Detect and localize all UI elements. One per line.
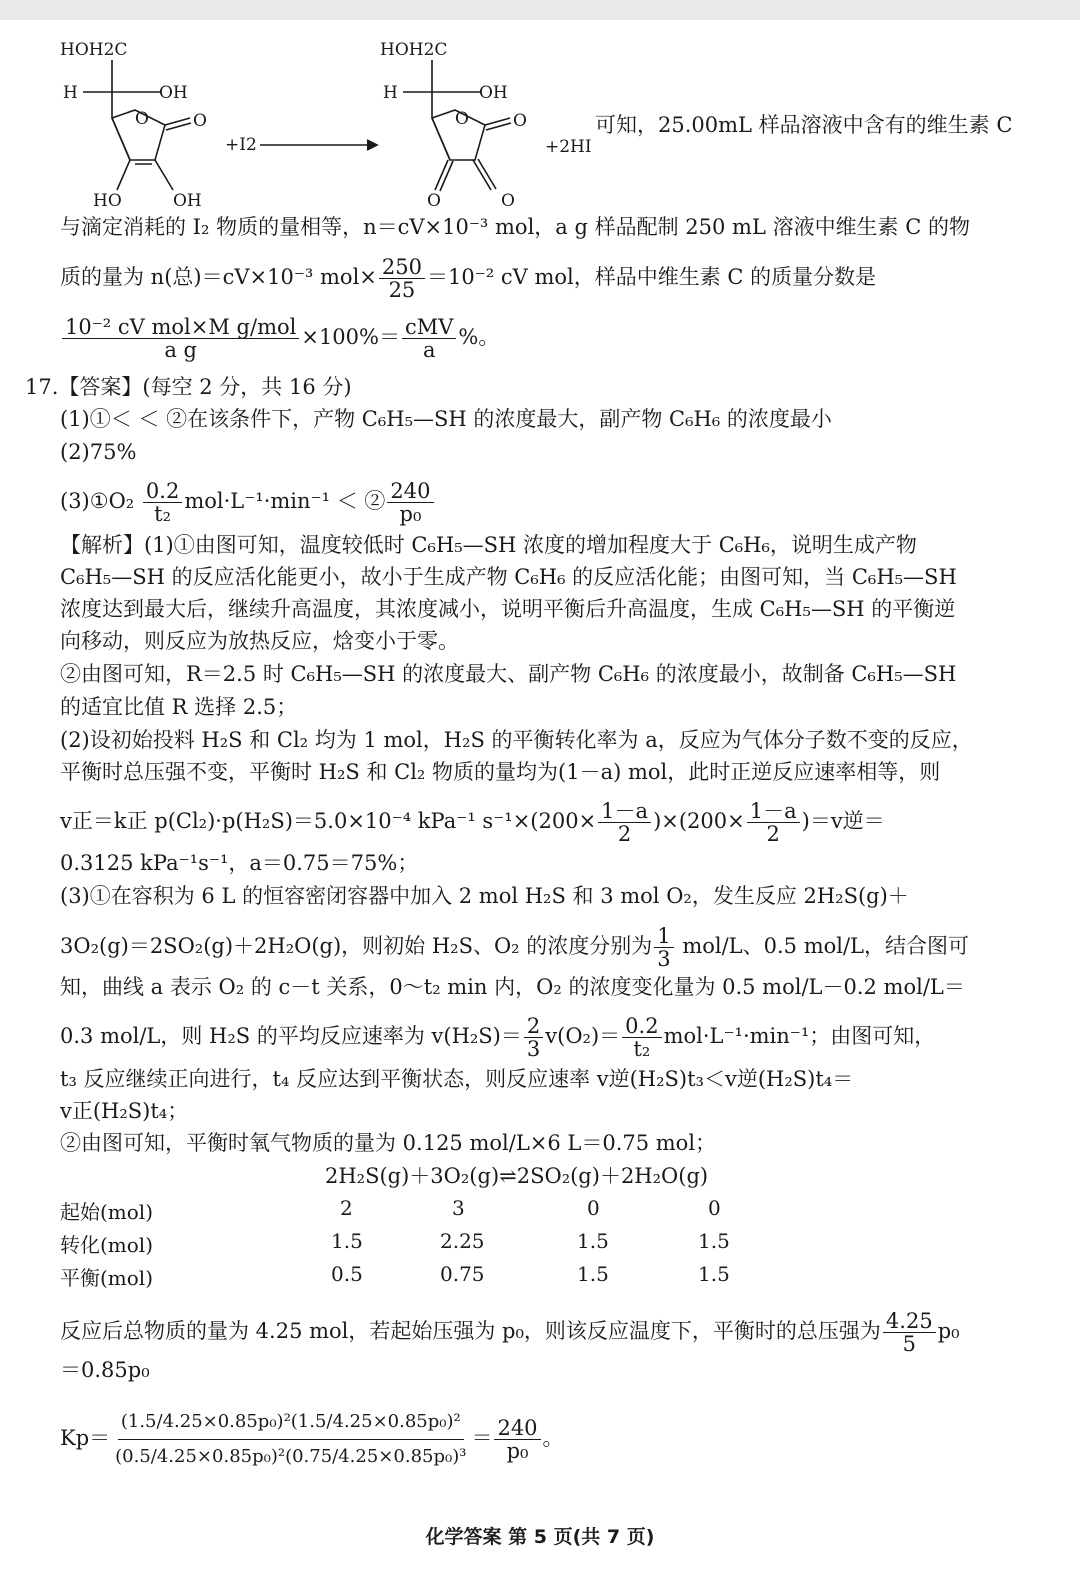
p16-line2: 与滴定消耗的 I₂ 物质的量相等，n＝cV×10⁻³ mol，a g 样品配制 250 mL 溶液中维生素 C 的物 xyxy=(60,215,970,239)
q17-answer-1: (1)①＜ ＜ ②在该条件下，产物 C₆H₅—SH 的浓度最大，副产物 C₆H₆ 的浓度最小 xyxy=(60,407,832,431)
p16-line4-b: %。 xyxy=(458,325,500,349)
reagent-label: +I2 xyxy=(225,135,257,155)
right-carbonyl-o: O xyxy=(513,111,527,131)
kp-label: Kp＝ xyxy=(60,1426,111,1450)
left-carbonyl-o: O xyxy=(193,111,207,131)
q17-head: 17.【答案】(每空 2 分，共 16 分) xyxy=(25,375,352,399)
explain-10: 0.3125 kPa⁻¹s⁻¹，a＝0.75＝75%； xyxy=(60,851,419,875)
explain-1: 【解析】(1)①由图可知，温度较低时 C₆H₅—SH 浓度的增加程度大于 C₆H₆，说明生成产物 xyxy=(60,533,917,557)
frac-num: 1－a xyxy=(747,800,800,823)
frac-den: t₂ xyxy=(154,502,172,526)
frac-num: 0.2 xyxy=(622,1015,661,1038)
explain-15: t₃ 反应继续正向进行，t₄ 反应达到平衡状态，则反应速率 v逆(H₂S)t₃＜v逆(H₂S)t₄＝ xyxy=(60,1067,854,1091)
a3-b: mol·L⁻¹·min⁻¹ ＜ ② xyxy=(184,489,386,513)
cell: 0 xyxy=(587,1196,600,1220)
explain-12 xyxy=(60,925,969,970)
frac-1-3 xyxy=(654,925,673,970)
e14-b: v(O₂)＝ xyxy=(545,1024,621,1048)
e14-a: 0.3 mol/L，则 H₂S 的平均反应速率为 v(H₂S)＝ xyxy=(60,1024,522,1048)
equilibrium-equation: 2H₂S(g)＋3O₂(g)⇌2SO₂(g)＋2H₂O(g) xyxy=(325,1164,709,1188)
explain-17: ②由图可知，平衡时氧气物质的量为 0.125 mol/L×6 L＝0.75 mol； xyxy=(60,1131,717,1155)
cell: 1.5 xyxy=(331,1229,363,1253)
e14-c: mol·L⁻¹·min⁻¹；由图可知， xyxy=(663,1024,936,1048)
p16-line1: 可知，25.00mL 样品溶液中含有的维生素 C xyxy=(595,113,1013,137)
frac-mass xyxy=(62,316,299,361)
e9-b: )×(200× xyxy=(653,809,745,833)
frac-den: 25 xyxy=(388,278,416,302)
frac-num: 10⁻² cV mol×M g/mol xyxy=(62,316,299,339)
right-ring-o: O xyxy=(455,109,469,129)
p16-line3-a: 质的量为 n(总)＝cV×10⁻³ mol× xyxy=(60,265,377,289)
left-ho-label: HO xyxy=(93,191,122,211)
page-footer: 化学答案 第 5 页(共 7 页) xyxy=(425,1526,655,1548)
explain-6: 的适宜比值 R 选择 2.5； xyxy=(60,695,298,719)
explain-13: 知，曲线 a 表示 O₂ 的 c－t 关系，0～t₂ min 内，O₂ 的浓度变化量为 0.5 mol/L－0.2 mol/L＝ xyxy=(60,975,965,999)
row-change-label: 转化(mol) xyxy=(60,1233,154,1257)
frac-num: 1－a xyxy=(598,800,651,823)
kp-end: 。 xyxy=(542,1426,564,1450)
e18-a: 反应后总物质的量为 4.25 mol，若起始压强为 p₀，则该反应温度下，平衡时的总压强为 xyxy=(60,1319,881,1343)
frac-2-3 xyxy=(524,1015,543,1060)
explain-19: ＝0.85p₀ xyxy=(60,1358,150,1382)
kp-fraction xyxy=(112,1405,469,1474)
cell: 0.75 xyxy=(440,1262,485,1286)
p16-line4-a: ×100%＝ xyxy=(301,325,400,349)
kp-numerator: (1.5/4.25×0.85p₀)²(1.5/4.25×0.85p₀)² xyxy=(118,1405,464,1440)
e18-b: p₀ xyxy=(937,1319,960,1343)
explain-16: v正(H₂S)t₄； xyxy=(60,1099,189,1123)
frac-250-25 xyxy=(379,256,425,301)
explain-11: (3)①在容积为 6 L 的恒容密闭容器中加入 2 mol H₂S 和 3 mol O₂，发生反应 2H₂S(g)＋ xyxy=(60,884,909,908)
frac-den: 3 xyxy=(526,1037,541,1061)
left-h-label: H xyxy=(63,83,78,103)
frac-den: a xyxy=(422,338,436,362)
top-band xyxy=(0,0,1080,20)
p16-line3-b: ＝10⁻² cV mol，样品中维生素 C 的质量分数是 xyxy=(426,265,877,289)
frac-num: 0.2 xyxy=(143,480,182,503)
frac-1-a xyxy=(598,800,651,845)
p16-line3 xyxy=(60,256,876,301)
e9-c: )＝v逆＝ xyxy=(801,809,885,833)
frac-02-t2 xyxy=(622,1015,661,1060)
cell: 1.5 xyxy=(577,1262,609,1286)
frac-den: 2 xyxy=(766,822,780,846)
frac-a3-2 xyxy=(387,480,433,525)
frac-den: p₀ xyxy=(506,1439,529,1463)
frac-den: 2 xyxy=(617,822,632,846)
right-oh-label: OH xyxy=(479,83,508,103)
left-oh-label: OH xyxy=(159,83,188,103)
cell: 1.5 xyxy=(577,1229,609,1253)
right-h-label: H xyxy=(383,83,398,103)
right-o1-label: O xyxy=(427,191,441,211)
right-o2-label: O xyxy=(501,191,515,211)
explain-14 xyxy=(60,1015,935,1060)
frac-num: 240 xyxy=(494,1417,540,1440)
explain-4: 向移动，则反应为放热反应，焓变小于零。 xyxy=(60,629,459,653)
explain-8: 平衡时总压强不变，平衡时 H₂S 和 Cl₂ 物质的量均为(1－a) mol，此时正逆反应速率相等，则 xyxy=(60,760,941,784)
e12-b: mol/L、0.5 mol/L，结合图可 xyxy=(675,934,969,958)
kp-result xyxy=(494,1417,540,1462)
cell: 2.25 xyxy=(440,1229,485,1253)
frac-num: 240 xyxy=(387,480,433,503)
cell: 1.5 xyxy=(698,1262,730,1286)
p16-line4 xyxy=(60,316,499,361)
explain-9 xyxy=(60,800,885,845)
frac-num: 250 xyxy=(379,256,425,279)
row-start-label: 起始(mol) xyxy=(60,1200,154,1224)
explain-3: 浓度达到最大后，继续升高温度，其浓度减小，说明平衡后升高温度，生成 C₆H₅—SH 的平衡逆 xyxy=(60,597,956,621)
frac-num: 4.25 xyxy=(883,1310,936,1333)
frac-den: 5 xyxy=(902,1332,916,1356)
frac-a3 xyxy=(143,480,182,525)
kp-formula: Kp＝ $\frac{\text{(1.5/4.25×0.85p₀)²(1.5/4.25×0.85p₀)²}}{\text{(0.5/4.25×0.85p₀)²(0.75/4.25×0.85p₀)³}}$ ＝ $\frac{240}{\text{p₀}}$ 。 xyxy=(60,1405,564,1474)
explain-2: C₆H₅—SH 的反应活化能更小，故小于生成产物 C₆H₆ 的反应活化能；由图可知，当 C₆H₅—SH xyxy=(60,565,957,589)
product-label: +2HI xyxy=(545,137,592,157)
a3-a: (3)①O₂ xyxy=(60,489,135,513)
frac-425-5 xyxy=(883,1310,936,1355)
frac-den: 3 xyxy=(657,947,671,971)
frac-den: t₂ xyxy=(633,1037,651,1061)
left-ring-o: O xyxy=(135,109,149,129)
frac-num: 1 xyxy=(654,925,673,948)
cell: 2 xyxy=(340,1196,353,1220)
left-oh2-label: OH xyxy=(173,191,202,211)
cell: 3 xyxy=(452,1196,465,1220)
explain-18 xyxy=(60,1310,960,1355)
q17-answer-2: (2)75% xyxy=(60,440,137,464)
q17-answer-3 xyxy=(60,480,436,525)
kp-denominator: (0.5/4.25×0.85p₀)²(0.75/4.25×0.85p₀)³ xyxy=(115,1446,467,1467)
reaction-diagram xyxy=(55,30,615,240)
frac-cmv xyxy=(402,316,456,361)
cell: 0 xyxy=(708,1196,721,1220)
explain-7: (2)设初始投料 H₂S 和 Cl₂ 均为 1 mol，H₂S 的平衡转化率为 a，反应为气体分子数不变的反应， xyxy=(60,728,973,752)
frac-num: 2 xyxy=(524,1015,543,1038)
cell: 0.5 xyxy=(331,1262,363,1286)
cell: 1.5 xyxy=(698,1229,730,1253)
e9-a: v正＝k正 p(Cl₂)·p(H₂S)＝5.0×10⁻⁴ kPa⁻¹ s⁻¹×(200× xyxy=(60,809,597,833)
frac-num: cMV xyxy=(402,316,456,339)
frac-den: a g xyxy=(164,338,197,362)
frac-den: p₀ xyxy=(399,502,422,526)
frac-1-a-2 xyxy=(747,800,800,845)
right-top-label: HOH2C xyxy=(380,40,448,60)
e12-a: 3O₂(g)＝2SO₂(g)＋2H₂O(g)，则初始 H₂S、O₂ 的浓度分别为 xyxy=(60,934,653,958)
row-eq-label: 平衡(mol) xyxy=(60,1266,154,1290)
explain-5: ②由图可知，R＝2.5 时 C₆H₅—SH 的浓度最大、副产物 C₆H₆ 的浓度最小，故制备 C₆H₅—SH xyxy=(60,662,957,686)
left-top-label: HOH2C xyxy=(60,40,128,60)
